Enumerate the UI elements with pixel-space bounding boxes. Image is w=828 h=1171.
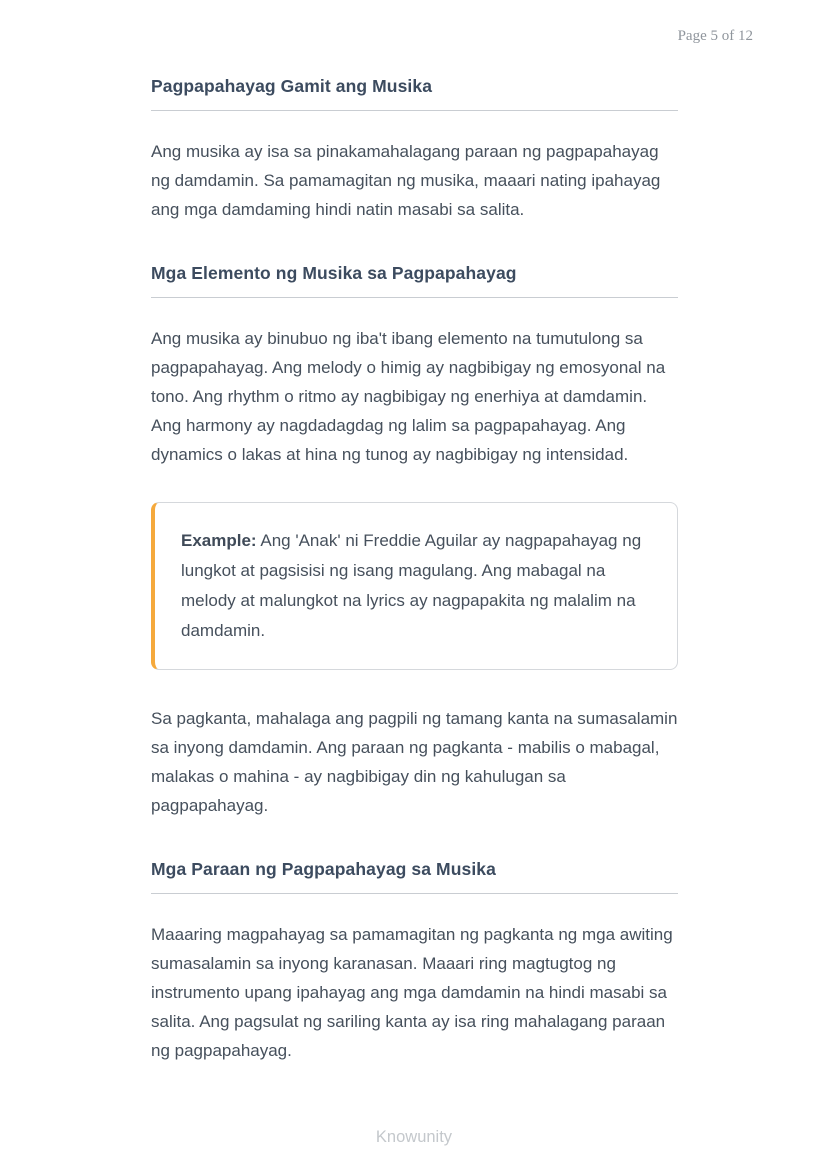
paragraph-elemento: Ang musika ay binubuo ng iba't ibang elemento na tumutulong sa pagpapahayag. Ang melody o himig ay nagbibigay ng emosyonal na tono. Ang rhythm o ritmo ay nagbibigay ng enerhiya at damdamin. Ang harmony ay nagdadagdag ng lalim sa pagpapahayag. Ang dynamics o lakas at hina ng tunog ay nagbibigay ng intensidad. <box>151 329 666 464</box>
section-heading-pagpapahayag-gamit-ang-musika: Pagpapahayag Gamit ang Musika <box>151 76 678 111</box>
example-callout-box <box>151 502 678 670</box>
example-text <box>181 526 651 646</box>
example-label: Example: <box>181 531 257 550</box>
footer-brand: Knowunity <box>375 1128 453 1146</box>
paragraph-intro: Ang musika ay isa sa pinakamahalagang paraan ng pagpapahayag ng damdamin. Sa pamamagitan ng musika, maaari nating ipahayag ang mga damdaming hindi natin masabi sa salita. <box>151 142 661 219</box>
example-body: Ang 'Anak' ni Freddie Aguilar ay nagpapahayag ng lungkot at pagsisisi ng isang magulang. Ang mabagal na melody at malungkot na lyrics ay nagpapakita ng malalim na damdamin. <box>181 531 642 640</box>
section-heading-mga-paraan: Mga Paraan ng Pagpapahayag sa Musika <box>151 859 678 894</box>
paragraph-paraan: Maaaring magpahayag sa pamamagitan ng pagkanta ng mga awiting sumasalamin sa inyong karanasan. Maaari ring magtugtog ng instrumento upang ipahayag ang mga damdamin na hindi masabi sa salita. Ang pagsulat ng sariling kanta ay isa ring mahalagang paraan ng pagpapahayag. <box>151 925 673 1060</box>
page-number: Page 5 of 12 <box>677 28 753 44</box>
document-content <box>151 0 678 1092</box>
paragraph-pagkanta: Sa pagkanta, mahalaga ang pagpili ng tamang kanta na sumasalamin sa inyong damdamin. Ang paraan ng pagkanta - mabilis o mabagal, malakas o mahina - ay nagbibigay din ng kahulugan sa pagpapahayag. <box>151 709 678 815</box>
section-heading-mga-elemento: Mga Elemento ng Musika sa Pagpapahayag <box>151 263 678 298</box>
